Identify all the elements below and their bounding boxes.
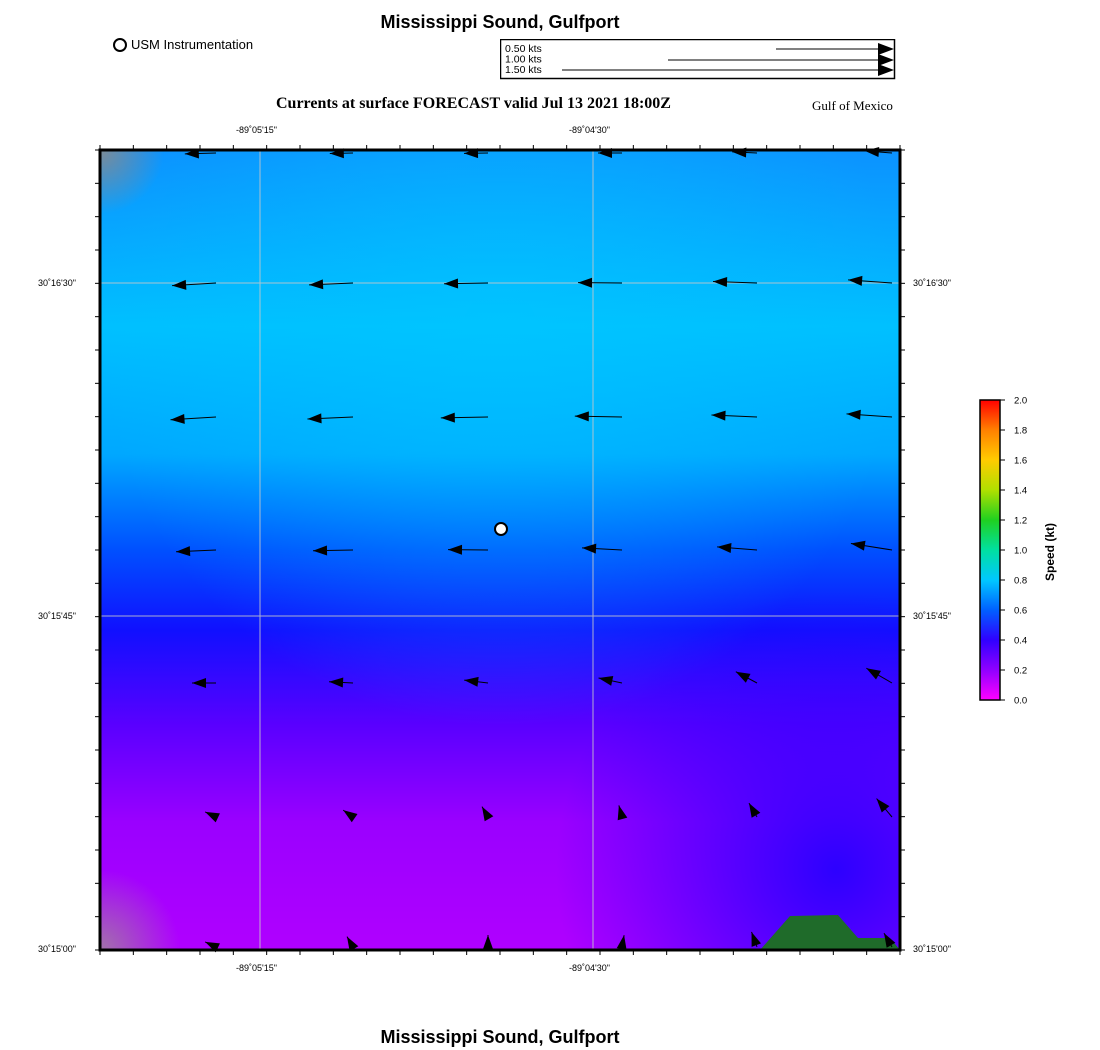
lat-label-right-2: 30˚15'45" xyxy=(913,611,951,621)
lon-label-top-1: -89˚05'15" xyxy=(236,125,277,135)
vector-scale-legend xyxy=(500,39,896,81)
region-label: Gulf of Mexico xyxy=(812,98,893,113)
lon-label-top-2: -89˚04'30" xyxy=(569,125,610,135)
lat-label-right-3: 30˚15'00" xyxy=(913,944,951,954)
colorbar-tick-label: 0.4 xyxy=(1014,635,1028,647)
station-marker-icon xyxy=(113,38,127,52)
colorbar-tick-label: 0.2 xyxy=(1014,665,1028,677)
colorbar-ramp xyxy=(980,400,1000,700)
scale-label-0.5: 0.50 kts xyxy=(505,43,542,55)
colorbar-tick-label: 1.6 xyxy=(1014,455,1028,467)
lat-label-left-3: 30˚15'00" xyxy=(38,944,76,954)
colorbar-tick-label: 1.4 xyxy=(1014,485,1028,497)
current-map xyxy=(90,140,915,960)
scale-label-1.0: 1.00 kts xyxy=(505,53,542,66)
colorbar-title: Speed (kt) xyxy=(1043,522,1057,582)
colorbar-tick-label: 1.0 xyxy=(1014,545,1028,557)
lat-label-right-1: 30˚16'30" xyxy=(913,278,951,288)
colorbar-tick-label: 0.8 xyxy=(1014,575,1028,587)
footer-title: Mississippi Sound, Gulfport xyxy=(380,1027,620,1047)
station-marker xyxy=(495,523,507,535)
speed-colorbar xyxy=(970,392,1070,712)
lon-label-bottom-2: -89˚04'30" xyxy=(569,963,610,973)
station-legend-label: USM Instrumentation xyxy=(131,37,254,52)
colorbar-tick-label: 2.0 xyxy=(1014,395,1028,407)
station-legend xyxy=(113,37,253,52)
colorbar-tick-label: 0.0 xyxy=(1014,695,1028,707)
forecast-subtitle: Currents at surface FORECAST valid Jul 13 2021 18:00Z xyxy=(276,95,671,112)
lat-label-left-1: 30˚16'30" xyxy=(38,278,76,288)
map-title: Mississippi Sound, Gulfport xyxy=(380,12,620,32)
colorbar-tick-label: 1.2 xyxy=(1014,515,1028,527)
colorbar-tick-label: 0.6 xyxy=(1014,605,1028,617)
lon-label-bottom-1: -89˚05'15" xyxy=(236,963,277,973)
lat-label-left-2: 30˚15'45" xyxy=(38,611,76,621)
scale-label-1.5: 1.50 kts xyxy=(505,64,542,76)
colorbar-tick-label: 1.8 xyxy=(1014,425,1028,437)
